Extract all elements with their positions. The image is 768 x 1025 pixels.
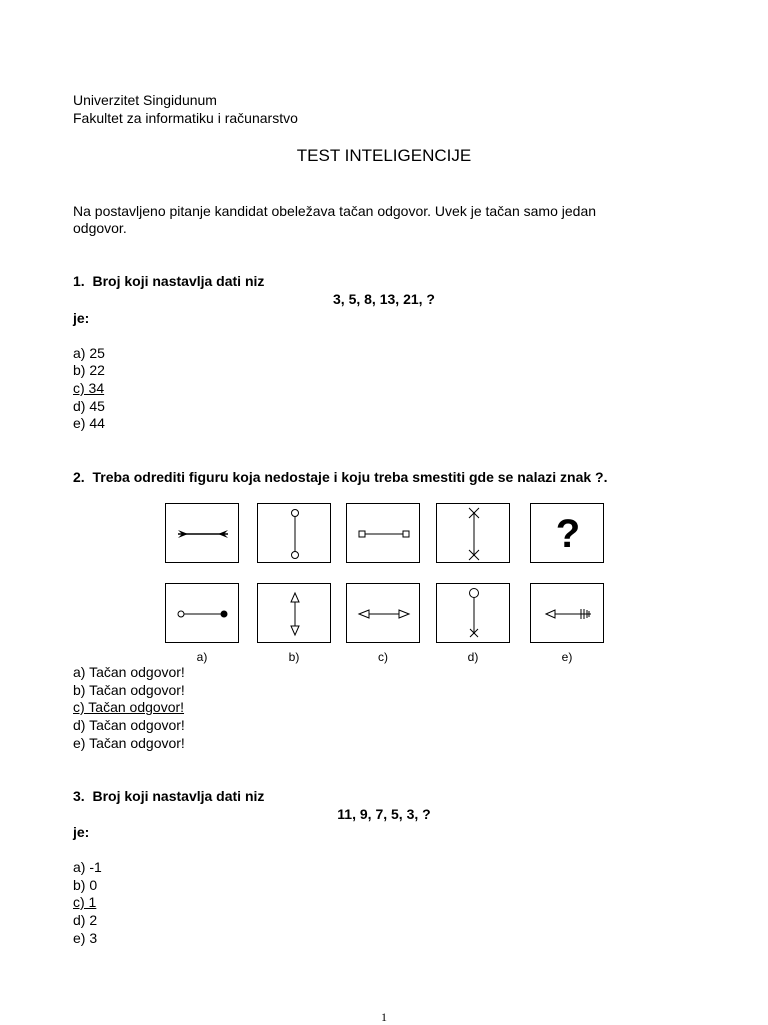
circle-dot-line-icon	[166, 584, 240, 644]
q2-answer-c[interactable]: c) Tačan odgovor!	[73, 699, 185, 715]
option-label-e: e)	[561, 650, 573, 664]
answer-figure-e[interactable]	[530, 583, 604, 643]
question-3-number: 3.	[73, 788, 85, 804]
option-label-d: d)	[467, 650, 479, 664]
question-mark: ?	[555, 512, 581, 556]
question-3-sequence: 11, 9, 7, 5, 3, ?	[337, 806, 431, 822]
q3-answer-d[interactable]: d) 2	[73, 912, 98, 928]
double-arrow-icon	[347, 584, 421, 644]
q3-answer-c[interactable]: c) 1	[73, 894, 97, 910]
circle-ends-icon	[258, 504, 332, 564]
cross-ends-icon	[437, 504, 511, 564]
question-2-text: Treba odrediti figuru koja nedostaje i koju treba smestiti gde se nalazi znak ?.	[92, 469, 608, 485]
question-1-prompt	[73, 273, 264, 290]
q1-answer-a[interactable]: a) 25	[73, 345, 105, 361]
sequence-figure-1	[165, 503, 239, 563]
question-1-text: Broj koji nastavlja dati niz	[92, 273, 265, 289]
missing-figure-box	[530, 503, 604, 563]
question-1-suffix: je:	[73, 310, 90, 326]
q3-answer-e[interactable]: e) 3	[73, 930, 98, 946]
question-1-sequence: 3, 5, 8, 13, 21, ?	[333, 291, 435, 307]
q1-answer-d[interactable]: d) 45	[73, 398, 105, 414]
triangle-ends-icon	[258, 584, 332, 644]
arrow-feather-icon	[166, 504, 240, 564]
answer-figure-c[interactable]	[346, 583, 420, 643]
question-1-number: 1.	[73, 273, 85, 289]
intro-line-2: odgovor.	[73, 220, 127, 236]
q1-answer-b[interactable]: b) 22	[73, 362, 105, 378]
page-title: TEST INTELIGENCIJE	[296, 146, 472, 165]
answer-figure-a[interactable]	[165, 583, 239, 643]
option-label-b: b)	[288, 650, 300, 664]
intro-line-1: Na postavljeno pitanje kandidat obeležava tačan odgovor. Uvek je tačan samo jedan	[73, 203, 597, 219]
option-label-a: a)	[196, 650, 208, 664]
option-label-c: c)	[378, 650, 388, 664]
q1-answer-e[interactable]: e) 44	[73, 415, 105, 431]
answer-figure-d[interactable]	[436, 583, 510, 643]
answer-figure-b[interactable]	[257, 583, 331, 643]
question-3-prompt	[73, 788, 264, 805]
circle-cross-icon	[437, 584, 511, 644]
page-number: 1	[381, 1010, 387, 1024]
sequence-figure-3	[346, 503, 420, 563]
sequence-figure-2	[257, 503, 331, 563]
question-2-prompt	[73, 469, 607, 486]
q2-answer-a[interactable]: a) Tačan odgovor!	[73, 664, 185, 680]
square-ends-icon	[347, 504, 421, 564]
q2-answer-d[interactable]: d) Tačan odgovor!	[73, 717, 185, 733]
sequence-figure-4	[436, 503, 510, 563]
university-name: Univerzitet Singidunum	[73, 92, 217, 108]
faculty-name: Fakultet za informatiku i računarstvo	[73, 110, 298, 126]
question-2-number: 2.	[73, 469, 85, 485]
q2-answer-e[interactable]: e) Tačan odgovor!	[73, 735, 185, 751]
q2-answer-b[interactable]: b) Tačan odgovor!	[73, 682, 185, 698]
question-3-suffix: je:	[73, 824, 90, 840]
q3-answer-a[interactable]: a) -1	[73, 859, 102, 875]
arrow-tail-icon	[531, 584, 605, 644]
q3-answer-b[interactable]: b) 0	[73, 877, 98, 893]
q1-answer-c[interactable]: c) 34	[73, 380, 105, 396]
question-3-text: Broj koji nastavlja dati niz	[92, 788, 265, 804]
